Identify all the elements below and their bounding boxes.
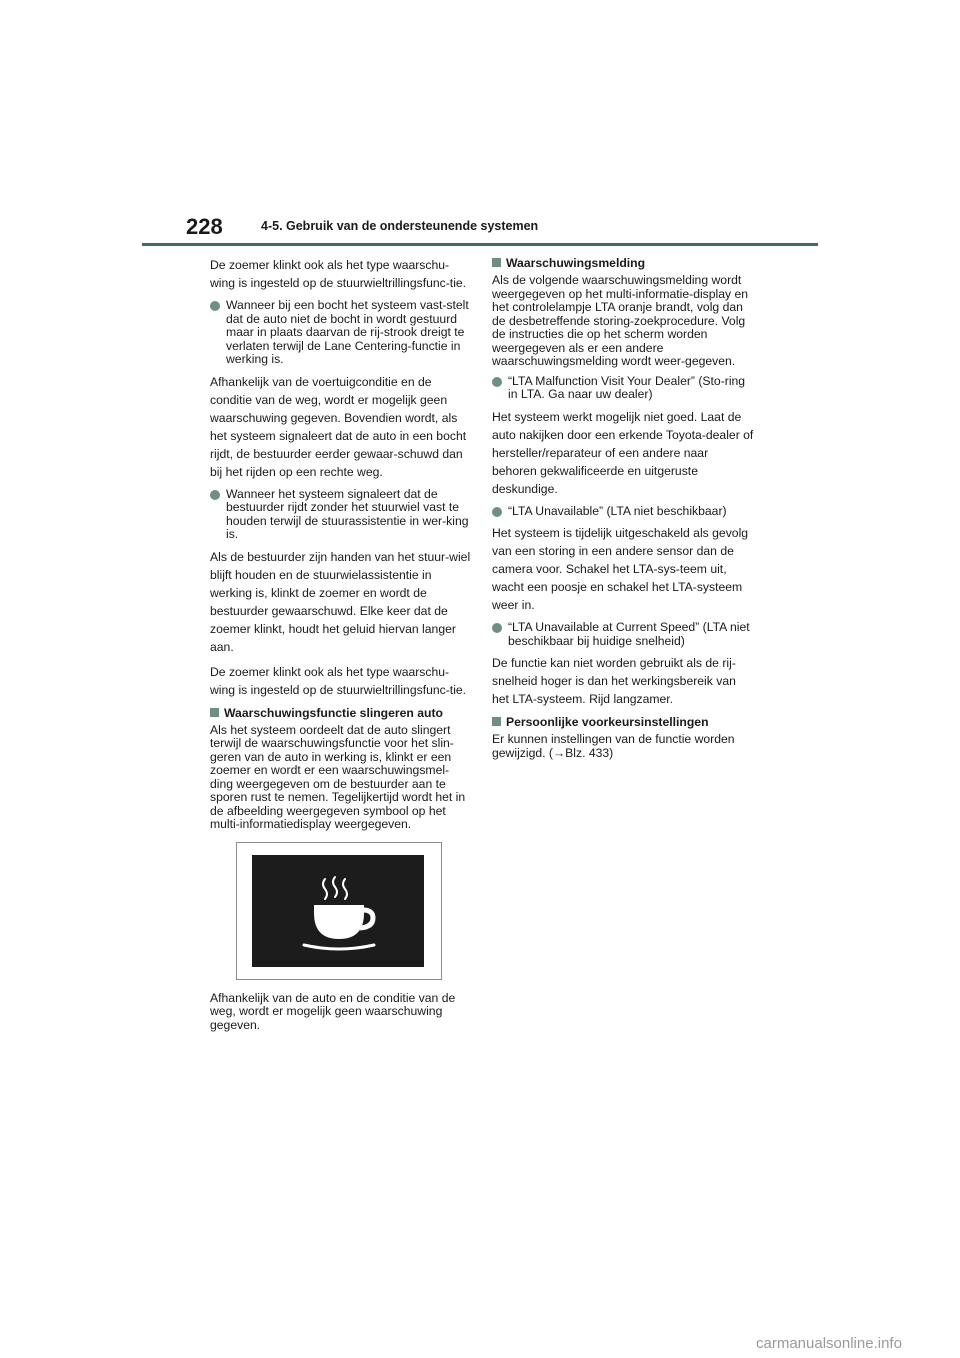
paragraph: Als de bestuurder zijn handen van het stuur-wiel blijft houden en de stuurwielassistentie in werking is, klinkt de zoemer en wordt de bestuurder gewaarschuwd. Elke keer dat de zoemer klinkt, houdt het geluid hiervan langer aan. — [210, 549, 471, 654]
bullet-text: Wanneer bij een bocht het systeem vast-stelt dat de auto niet de bocht in wordt gestuurd maar in plaats daarvan de rij-strook dreigt te verlaten terwijl de Lane Centering-functie in werking is. — [226, 298, 469, 366]
bullet-dot-icon — [492, 377, 502, 387]
paragraph: De zoemer klinkt ook als het type waarschu-wing is ingesteld op de stuurwieltrillingsfunc-tie. — [210, 664, 467, 697]
figure-coffee-display — [236, 842, 442, 980]
paragraph: Als de volgende waarschuwingsmelding wordt weergegeven op het multi-informatie-display en het controlelampje LTA oranje brandt, volg dan de desbetreffende storing-zoekprocedure. Volg de instructies die op het scherm worden weergegeven als er een andere waarschuwingsmelding wordt weer-gegeven. — [492, 273, 749, 368]
paragraph: Het systeem werkt mogelijk niet goed. Laat de auto nakijken door een erkende Toyota-dealer of hersteller/reparateur of een andere naar behoren gekwalificeerde en uitgeruste deskundige. — [492, 409, 754, 496]
bullet-dot-icon — [210, 490, 220, 500]
bullet-text: “LTA Unavailable” (LTA niet beschikbaar) — [508, 503, 727, 518]
heading-square-icon — [492, 717, 501, 726]
bullet-item — [210, 299, 472, 367]
paragraph: Als het systeem oordeelt dat de auto slingert terwijl de waarschuwingsfunctie voor het slin-geren van de auto in werking is, klinkt er een zoemer en wordt er een waarschuwingsmel-ding weergegeven om de bestuurder aan te sporen rust te nemen. Tegelijkertijd wordt het in de afbeelding weergegeven symbool op het multi-informatiedisplay weergegeven. — [210, 722, 466, 831]
heading-square-icon — [492, 258, 501, 267]
page-number: 228 — [186, 214, 223, 239]
subsection-heading — [492, 256, 754, 270]
bullet-item — [492, 375, 754, 402]
header-divider — [142, 243, 818, 246]
heading-text: Waarschuwingsmelding — [506, 256, 646, 270]
bullet-dot-icon — [492, 623, 502, 633]
paragraph: De functie kan niet worden gebruikt als de rij-snelheid hoger is dan het werkingsbereik van het LTA-systeem. Rijd langzamer. — [492, 656, 736, 706]
bullet-item — [492, 505, 754, 519]
heading-text: Waarschuwingsfunctie slingeren auto — [224, 705, 443, 720]
paragraph: Het systeem is tijdelijk uitgeschakeld als gevolg van een storing in een andere sensor dan de camera voor. Schakel het LTA-sys-teem uit, wacht een poosje en schakel het LTA-systeem weer in. — [492, 526, 749, 612]
bullet-item — [492, 621, 754, 648]
subsection-heading — [492, 715, 754, 729]
heading-text: Persoonlijke voorkeursinstellingen — [506, 715, 709, 729]
display-screen — [252, 855, 424, 967]
bullet-text: Wanneer het systeem signaleert dat de bestuurder rijdt zonder het stuurwiel vast te houden terwijl de stuurassistentie in wer-king is. — [226, 486, 469, 541]
paragraph: Afhankelijk van de voertuigconditie en de conditie van de weg, wordt er mogelijk geen waarschuwing gegeven. Bovendien wordt, als het systeem signaleert dat de auto in een bocht rijdt, de bestuurder eerder gewaar-schuwd dan bij het rijden op een rechte weg. — [210, 374, 467, 479]
footer-watermark: carmanualsonline.info — [756, 1335, 902, 1352]
left-column — [210, 256, 472, 1038]
bullet-text: “LTA Malfunction Visit Your Dealer” (Sto-ring in LTA. Ga naar uw dealer) — [508, 373, 746, 401]
bullet-text: “LTA Unavailable at Current Speed” (LTA niet beschikbaar bij huidige snelheid) — [508, 620, 750, 648]
bullet-item — [210, 488, 472, 542]
paragraph: De zoemer klinkt ook als het type waarschu-wing is ingesteld op de stuurwieltrillingsfunc-tie. — [210, 258, 467, 290]
bullet-dot-icon — [492, 507, 502, 517]
paragraph: Er kunnen instellingen van de functie worden gewijzigd. (→Blz. 433) — [492, 732, 735, 760]
section-title: 4-5. Gebruik van de ondersteunende systemen — [261, 219, 539, 233]
paragraph: Afhankelijk van de auto en de conditie van de weg, wordt er mogelijk geen waarschuwing gegeven. — [210, 990, 456, 1032]
subsection-heading — [210, 706, 472, 720]
page-header — [0, 0, 960, 250]
coffee-cup-icon — [252, 855, 424, 967]
heading-square-icon — [210, 708, 219, 717]
right-column — [492, 256, 754, 766]
bullet-dot-icon — [210, 301, 220, 311]
